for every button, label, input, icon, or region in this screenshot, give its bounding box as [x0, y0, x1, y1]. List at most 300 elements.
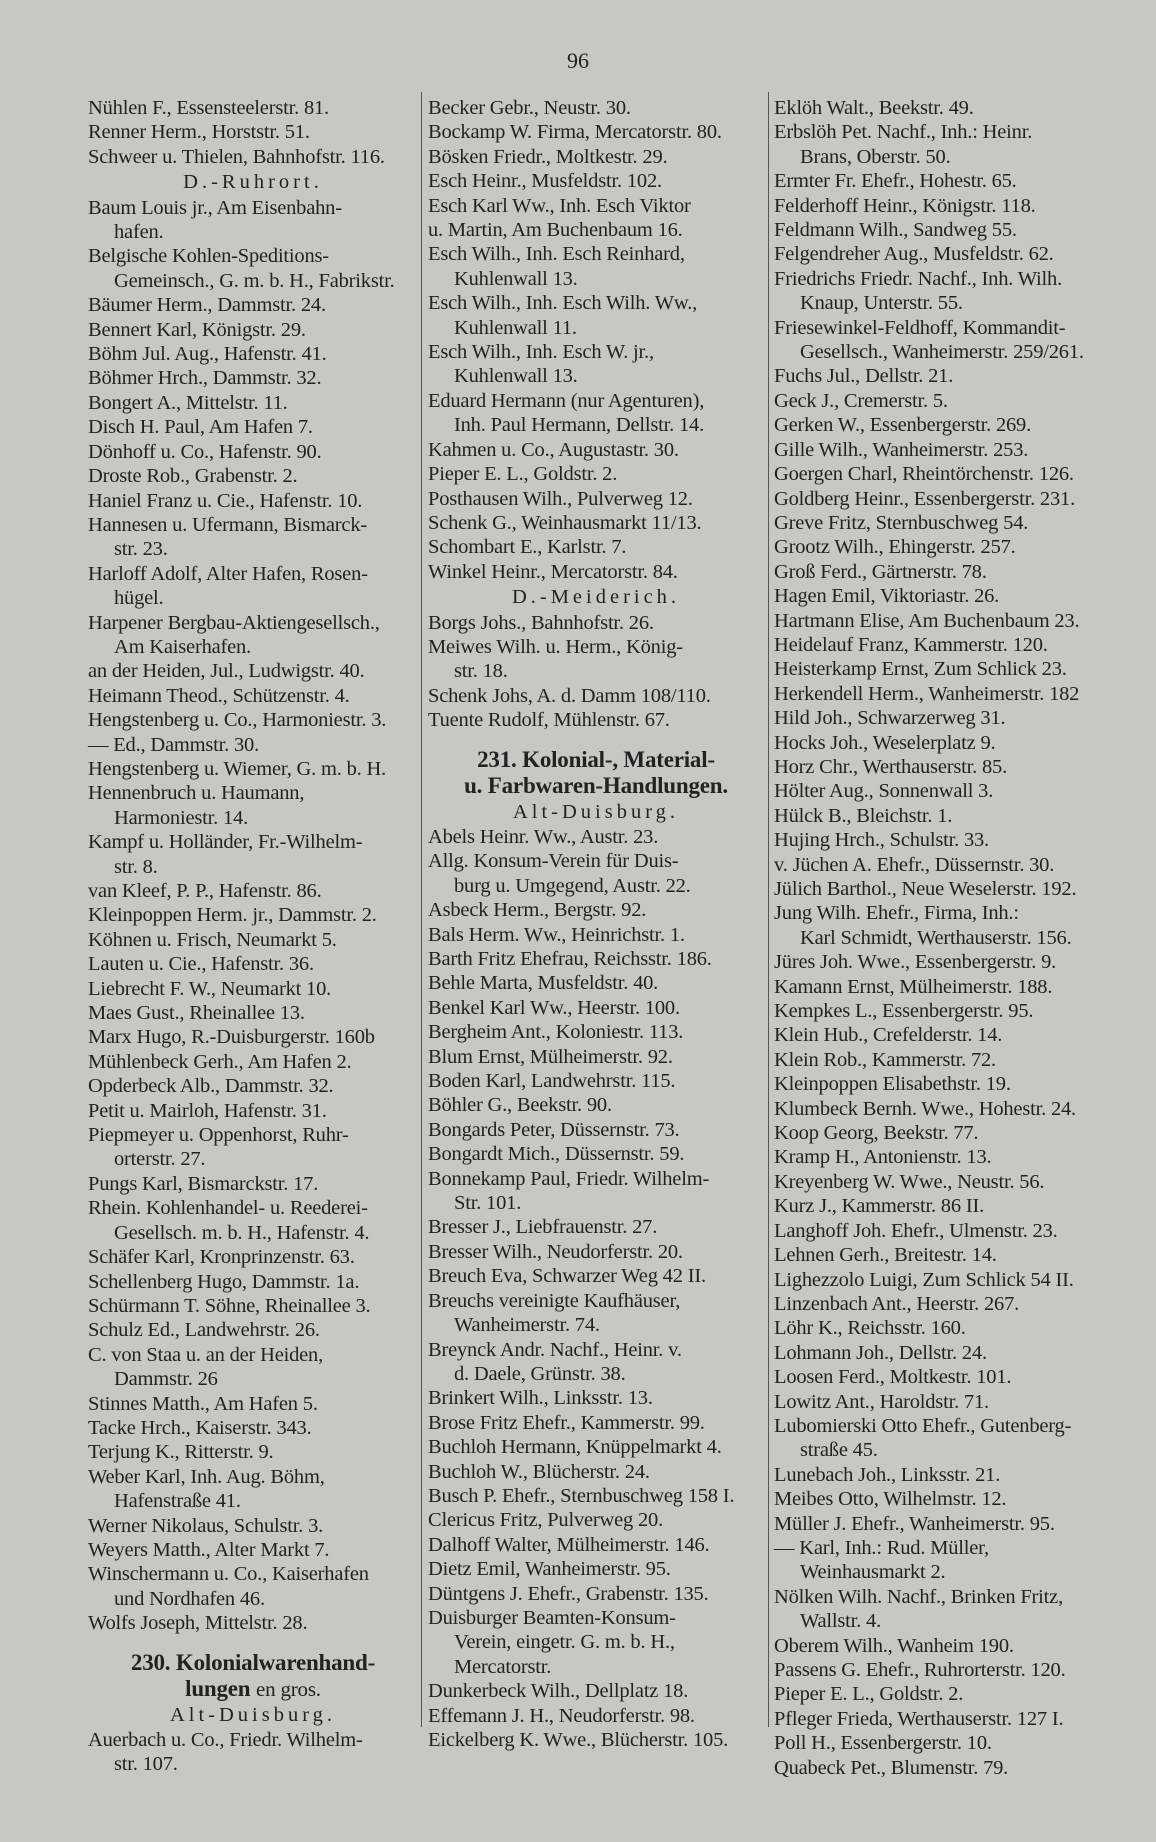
directory-entry	[774, 218, 1124, 242]
line-text: Posthausen Wilh., Pulverweg 12.	[428, 487, 693, 510]
directory-entry	[428, 1118, 764, 1142]
entry-continuation	[88, 1147, 418, 1171]
directory-entry	[428, 1069, 764, 1093]
line-text: Str. 101.	[454, 1192, 522, 1215]
line-text: Heisterkamp Ernst, Zum Schlick 23.	[774, 658, 1067, 681]
directory-entry	[774, 413, 1124, 437]
line-text: Linzenbach Ant., Heerstr. 267.	[774, 1292, 1020, 1315]
directory-entry	[774, 1097, 1124, 1121]
directory-entry	[88, 1196, 418, 1220]
line-text: Hannesen u. Ufermann, Bismarck-	[88, 513, 367, 536]
directory-entry	[774, 1243, 1124, 1267]
line-text: d. Daele, Grünstr. 38.	[454, 1362, 626, 1385]
entry-continuation	[88, 220, 418, 244]
section-heading	[88, 1676, 418, 1702]
directory-entry	[88, 464, 418, 488]
directory-entry	[88, 879, 418, 903]
directory-entry	[88, 145, 418, 169]
line-text: Nölken Wilh. Nachf., Brinken Fritz,	[774, 1585, 1063, 1608]
directory-entry	[88, 1416, 418, 1440]
line-text: Goergen Charl, Rheintörchenstr. 126.	[774, 463, 1074, 486]
line-text: Dönhoff u. Co., Hafenstr. 90.	[88, 440, 322, 463]
directory-entry	[88, 757, 418, 781]
line-text: Passens G. Ehefr., Ruhrorterstr. 120.	[774, 1659, 1066, 1681]
directory-entry	[774, 1463, 1124, 1487]
line-text: Buchloh W., Blücherstr. 24.	[428, 1460, 650, 1483]
directory-entry	[428, 923, 764, 947]
entry-continuation	[428, 874, 764, 898]
line-text: Felgendreher Aug., Musfeldstr. 62.	[774, 243, 1054, 266]
directory-entry	[428, 1435, 764, 1459]
line-text: Schürmann T. Söhne, Rheinallee 3.	[88, 1294, 371, 1317]
directory-entry	[774, 1341, 1124, 1365]
line-text: Eickelberg K. Wwe., Blücherstr. 105.	[428, 1729, 729, 1751]
line-text: Klumbeck Bernh. Wwe., Hohestr. 24.	[774, 1097, 1076, 1120]
line-text: Dietz Emil, Wanheimerstr. 95.	[428, 1558, 671, 1581]
directory-entry	[88, 1611, 418, 1635]
directory-entry	[88, 1001, 418, 1025]
directory-entry	[428, 120, 764, 144]
line-text: Disch H. Paul, Am Hafen 7.	[88, 416, 313, 439]
entry-continuation	[428, 267, 764, 291]
entry-continuation	[774, 291, 1124, 315]
line-text: Pieper E. L., Goldstr. 2.	[774, 1683, 964, 1706]
directory-entry	[774, 194, 1124, 218]
line-text: Lubomierski Otto Ehefr., Gutenberg-	[774, 1414, 1072, 1437]
line-text: Kampf u. Holländer, Fr.-Wilhelm-	[88, 831, 363, 854]
directory-entry	[774, 1194, 1124, 1218]
line-text: Böhmer Hrch., Dammstr. 32.	[88, 367, 322, 390]
line-text: Winkel Heinr., Mercatorstr. 84.	[428, 560, 678, 583]
directory-entry	[88, 1318, 418, 1342]
directory-entry	[428, 291, 764, 315]
line-text: Winschermann u. Co., Kaiserhafen	[88, 1563, 369, 1586]
line-text: Loosen Ferd., Moltkestr. 101.	[774, 1366, 1012, 1389]
line-text: Esch Wilh., Inh. Esch Reinhard,	[428, 243, 685, 266]
directory-entry	[774, 96, 1124, 120]
directory-entry	[774, 828, 1124, 852]
line-text: Dammstr. 26	[114, 1368, 218, 1391]
directory-entry	[774, 633, 1124, 657]
directory-entry	[428, 1020, 764, 1044]
directory-entry	[88, 1343, 418, 1367]
line-text: Kurz J., Kammerstr. 86 II.	[774, 1195, 985, 1218]
line-text: Hild Joh., Schwarzerweg 31.	[774, 707, 1006, 730]
directory-entry	[428, 511, 764, 535]
directory-entry	[88, 562, 418, 586]
directory-entry	[428, 1338, 764, 1362]
line-text: Gerken W., Essenbergerstr. 269.	[774, 414, 1032, 437]
directory-entry	[428, 708, 764, 732]
section-heading	[428, 747, 764, 773]
directory-entry	[88, 196, 418, 220]
line-text: Esch Heinr., Musfeldstr. 102.	[428, 170, 662, 193]
line-text: burg u. Umgegend, Austr. 22.	[454, 874, 691, 897]
directory-entry	[428, 487, 764, 511]
line-text: Barth Fritz Ehefrau, Reichsstr. 186.	[428, 948, 712, 970]
line-text: Inh. Paul Hermann, Dellstr. 14.	[454, 414, 705, 437]
line-text: Stinnes Matth., Am Hafen 5.	[88, 1392, 318, 1415]
line-text: Esch Wilh., Inh. Esch W. jr.,	[428, 341, 654, 364]
line-text: an der Heiden, Jul., Ludwigstr. 40.	[88, 660, 365, 683]
entry-continuation	[774, 1560, 1124, 1584]
directory-entry	[774, 1658, 1124, 1682]
line-text: Gille Wilh., Wanheimerstr. 253.	[774, 438, 1029, 461]
line-text: Boden Karl, Landwehrstr. 115.	[428, 1070, 676, 1093]
directory-entry	[428, 635, 764, 659]
line-text: Esch Karl Ww., Inh. Esch Viktor	[428, 194, 691, 217]
directory-entry	[88, 611, 418, 635]
directory-entry	[88, 1099, 418, 1123]
directory-entry	[428, 1460, 764, 1484]
line-text: Karl Schmidt, Werthauserstr. 156.	[800, 926, 1072, 949]
line-text: str. 8.	[114, 855, 158, 878]
directory-entry	[428, 96, 764, 120]
line-text: Asbeck Herm., Bergstr. 92.	[428, 899, 647, 922]
directory-entry	[428, 462, 764, 486]
directory-entry	[428, 1289, 764, 1313]
directory-entry	[428, 611, 764, 635]
entry-continuation	[88, 806, 418, 830]
line-text: Lohmann Joh., Dellstr. 24.	[774, 1341, 987, 1364]
line-text: Werner Nikolaus, Schulstr. 3.	[88, 1514, 324, 1537]
line-text: Heimann Theod., Schützenstr. 4.	[88, 684, 350, 707]
line-text: Busch P. Ehefr., Sternbuschweg 158 I.	[428, 1484, 735, 1507]
directory-entry	[88, 1074, 418, 1098]
directory-entry	[774, 1414, 1124, 1438]
line-text: Bresser Wilh., Neudorferstr. 20.	[428, 1240, 683, 1263]
directory-entry	[428, 1264, 764, 1288]
line-text: Weber Karl, Inh. Aug. Böhm,	[88, 1465, 325, 1488]
line-text: Benkel Karl Ww., Heerstr. 100.	[428, 996, 680, 1019]
line-text: Hülck B., Bleichstr. 1.	[774, 804, 953, 827]
line-text: Lowitz Ant., Haroldstr. 71.	[774, 1390, 989, 1413]
line-text: Schenk G., Weinhausmarkt 11/13.	[428, 511, 702, 534]
line-text: Schellenberg Hugo, Dammstr. 1a.	[88, 1270, 360, 1293]
line-text: Eklöh Walt., Beekstr. 49.	[774, 97, 974, 119]
directory-entry	[88, 318, 418, 342]
entry-continuation	[774, 1609, 1124, 1633]
directory-entry	[774, 487, 1124, 511]
directory-entry	[428, 218, 764, 242]
line-text: Wolfs Joseph, Mittelstr. 28.	[88, 1612, 308, 1635]
line-text: Kamann Ernst, Mülheimerstr. 188.	[774, 975, 1053, 998]
line-text: Belgische Kohlen-Speditions-	[88, 245, 329, 268]
line-text: Goldberg Heinr., Essenbergerstr. 231.	[774, 487, 1076, 510]
line-text: str. 23.	[114, 538, 168, 561]
entry-continuation	[428, 1313, 764, 1337]
line-text: Tacke Hrch., Kaiserstr. 343.	[88, 1416, 312, 1439]
line-text: Köhnen u. Frisch, Neumarkt 5.	[88, 928, 337, 951]
directory-entry	[428, 1728, 764, 1752]
line-text: Poll H., Essenbergerstr. 10.	[774, 1732, 992, 1755]
line-text: Bösken Friedr., Moltkestr. 29.	[428, 145, 668, 168]
line-text: Pungs Karl, Bismarckstr. 17.	[88, 1172, 319, 1195]
directory-entry	[88, 1294, 418, 1318]
directory-entry	[428, 898, 764, 922]
line-text: Weyers Matth., Alter Markt 7.	[88, 1538, 330, 1561]
directory-entry	[774, 1634, 1124, 1658]
directory-entry	[774, 1048, 1124, 1072]
line-text: Klein Rob., Kammerstr. 72.	[774, 1048, 996, 1071]
directory-entry	[88, 1245, 418, 1269]
line-text: Breuch Eva, Schwarzer Weg 42 II.	[428, 1265, 706, 1288]
directory-entry	[88, 952, 418, 976]
line-text: Oberem Wilh., Wanheim 190.	[774, 1634, 1014, 1657]
page-number: 96	[567, 48, 589, 73]
line-text: Mühlenbeck Gerh., Am Hafen 2.	[88, 1050, 352, 1073]
entry-continuation	[428, 1191, 764, 1215]
line-text: Bäumer Herm., Dammstr. 24.	[88, 294, 326, 317]
directory-entry	[774, 1756, 1124, 1780]
directory-entry	[88, 391, 418, 415]
line-text: Blum Ernst, Mülheimerstr. 92.	[428, 1045, 673, 1068]
line-text: Breuchs vereinigte Kaufhäuser,	[428, 1289, 681, 1312]
line-text: Gesellsch. m. b. H., Hafenstr. 4.	[114, 1221, 370, 1244]
column-divider	[421, 92, 422, 1727]
line-text: str. 107.	[114, 1753, 178, 1776]
line-text: Baum Louis jr., Am Eisenbahn-	[88, 196, 342, 219]
directory-entry	[88, 440, 418, 464]
line-text: Pieper E. L., Goldstr. 2.	[428, 463, 618, 486]
directory-entry	[88, 1025, 418, 1049]
directory-entry	[428, 971, 764, 995]
line-text: Fuchs Jul., Dellstr. 21.	[774, 365, 954, 388]
line-text: Bergheim Ant., Koloniestr. 113.	[428, 1021, 684, 1044]
entry-continuation	[88, 1367, 418, 1391]
line-text: Alt-Duisburg.	[512, 800, 680, 823]
entry-continuation	[88, 635, 418, 659]
line-text: Kahmen u. Co., Augustastr. 30.	[428, 438, 679, 461]
directory-entry	[428, 849, 764, 873]
district-heading	[88, 170, 418, 194]
directory-entry	[88, 1270, 418, 1294]
directory-entry	[774, 1365, 1124, 1389]
line-text: Hennenbruch u. Haumann,	[88, 782, 305, 805]
line-text: Kempkes L., Essenbergerstr. 95.	[774, 1000, 1034, 1023]
directory-entry	[774, 1512, 1124, 1536]
directory-entry	[88, 489, 418, 513]
directory-entry	[428, 340, 764, 364]
line-text: Jung Wilh. Ehefr., Firma, Inh.:	[774, 902, 1019, 925]
line-text: Löhr K., Reichsstr. 160.	[774, 1317, 966, 1340]
line-text: Esch Wilh., Inh. Esch Wilh. Ww.,	[428, 292, 698, 315]
line-text: 230. Kolonialwarenhand-	[130, 1649, 376, 1675]
line-text: lungen	[185, 1675, 251, 1701]
directory-entry	[88, 659, 418, 683]
line-text: Koop Georg, Beekstr. 77.	[774, 1122, 979, 1145]
entry-continuation	[88, 1752, 418, 1776]
directory-entry	[774, 975, 1124, 999]
line-text: v. Jüchen A. Ehefr., Düssernstr. 30.	[774, 853, 1055, 876]
directory-entry	[88, 781, 418, 805]
directory-entry	[774, 1072, 1124, 1096]
line-text: Grootz Wilh., Ehingerstr. 257.	[774, 536, 1016, 559]
line-text: Horz Chr., Werthauserstr. 85.	[774, 755, 1008, 778]
directory-entry	[774, 389, 1124, 413]
line-text: Maes Gust., Rheinallee 13.	[88, 1002, 305, 1025]
line-text: Kreyenberg W. Wwe., Neustr. 56.	[774, 1170, 1045, 1193]
directory-entry	[774, 779, 1124, 803]
line-text: D.-Meiderich.	[511, 586, 681, 609]
line-text: u. Martin, Am Buchenbaum 16.	[428, 219, 683, 242]
line-text: Geck J., Cremerstr. 5.	[774, 389, 948, 412]
directory-entry	[774, 120, 1124, 144]
line-text: Wallstr. 4.	[800, 1610, 881, 1633]
line-text: Kleinpoppen Herm. jr., Dammstr. 2.	[88, 904, 377, 927]
directory-entry	[774, 1023, 1124, 1047]
directory-entry	[774, 364, 1124, 388]
directory-entry	[774, 853, 1124, 877]
line-text: Breynck Andr. Nachf., Heinr. v.	[428, 1338, 682, 1361]
directory-entry	[774, 242, 1124, 266]
directory-entry	[774, 682, 1124, 706]
directory-entry	[428, 1704, 764, 1728]
directory-entry	[774, 999, 1124, 1023]
line-text: — Karl, Inh.: Rud. Müller,	[774, 1536, 989, 1559]
line-text: Schäfer Karl, Kronprinzenstr. 63.	[88, 1246, 355, 1269]
line-text: Hocks Joh., Weselerplatz 9.	[774, 731, 996, 754]
line-text: Effemann J. H., Neudorferstr. 98.	[428, 1704, 695, 1727]
directory-entry	[428, 1411, 764, 1435]
entry-continuation	[774, 926, 1124, 950]
line-text: Brans, Oberstr. 50.	[800, 145, 951, 168]
directory-entry	[428, 996, 764, 1020]
line-text: Schombart E., Karlstr. 7.	[428, 536, 627, 559]
directory-entry	[428, 825, 764, 849]
line-text: Böhm Jul. Aug., Hafenstr. 41.	[88, 343, 327, 366]
line-text: Harmoniestr. 14.	[114, 806, 249, 829]
directory-entry	[774, 438, 1124, 462]
line-text: Allg. Konsum-Verein für Duis-	[428, 850, 679, 873]
entry-continuation	[428, 316, 764, 340]
directory-entry	[774, 950, 1124, 974]
line-text: Langhoff Joh. Ehefr., Ulmenstr. 23.	[774, 1219, 1058, 1242]
line-text: Groß Ferd., Gärtnerstr. 78.	[774, 560, 987, 583]
entry-continuation	[428, 364, 764, 388]
line-text: Verein, eingetr. G. m. b. H.,	[454, 1631, 675, 1654]
line-text: Terjung K., Ritterstr. 9.	[88, 1441, 274, 1464]
line-text: Hujing Hrch., Schulstr. 33.	[774, 829, 989, 852]
directory-entry	[774, 1219, 1124, 1243]
line-text: Brinkert Wilh., Linksstr. 13.	[428, 1387, 653, 1410]
directory-entry	[428, 1679, 764, 1703]
line-text: Renner Herm., Horststr. 51.	[88, 121, 310, 144]
line-text: Haniel Franz u. Cie., Hafenstr. 10.	[88, 489, 363, 512]
line-text: Meibes Otto, Wilhelmstr. 12.	[774, 1488, 1007, 1511]
line-text: hügel.	[114, 587, 164, 610]
line-text: Tuente Rudolf, Mühlenstr. 67.	[428, 709, 670, 732]
line-text: Böhler G., Beekstr. 90.	[428, 1094, 612, 1117]
line-text: Schenk Johs, A. d. Damm 108/110.	[428, 684, 711, 707]
line-text: Bockamp W. Firma, Mercatorstr. 80.	[428, 121, 722, 144]
directory-entry	[774, 1121, 1124, 1145]
directory-entry	[88, 684, 418, 708]
directory-entry	[774, 755, 1124, 779]
line-text: D.-Ruhrort.	[183, 171, 323, 194]
line-text: Schulz Ed., Landwehrstr. 26.	[88, 1319, 320, 1342]
line-text: Bongards Peter, Düssernstr. 73.	[428, 1118, 680, 1141]
directory-entry	[774, 1316, 1124, 1340]
directory-entry	[774, 169, 1124, 193]
directory-entry	[428, 1093, 764, 1117]
directory-entry	[774, 584, 1124, 608]
line-text: Ermter Fr. Ehefr., Hohestr. 65.	[774, 170, 1017, 193]
directory-entry	[428, 194, 764, 218]
directory-entry	[774, 804, 1124, 828]
entry-continuation	[88, 269, 418, 293]
line-text: Wanheimerstr. 74.	[454, 1314, 600, 1337]
line-text: Gesellsch., Wanheimerstr. 259/261.	[800, 341, 1084, 364]
directory-entry	[88, 244, 418, 268]
directory-entry	[88, 1514, 418, 1538]
line-text: Gemeinsch., G. m. b. H., Fabrikstr.	[114, 269, 395, 292]
directory-entry	[428, 1240, 764, 1264]
directory-entry	[88, 366, 418, 390]
directory-entry	[88, 977, 418, 1001]
line-text: Abels Heinr. Ww., Austr. 23.	[428, 825, 659, 848]
line-text: Bennert Karl, Königstr. 29.	[88, 318, 306, 341]
directory-entry	[428, 560, 764, 584]
district-heading	[88, 1703, 418, 1727]
directory-entry	[428, 145, 764, 169]
directory-entry	[774, 1585, 1124, 1609]
line-text: Quabeck Pet., Blumenstr. 79.	[774, 1756, 1009, 1779]
line-text: Harpener Bergbau-Aktiengesellsch.,	[88, 611, 380, 634]
line-text: Hagen Emil, Viktoriastr. 26.	[774, 585, 1000, 608]
entry-continuation	[428, 1655, 764, 1679]
line-text: Klein Hub., Crefelderstr. 14.	[774, 1024, 1003, 1047]
line-text: Becker Gebr., Neustr. 30.	[428, 97, 631, 119]
entry-continuation	[88, 1587, 418, 1611]
directory-entry	[774, 535, 1124, 559]
directory-entry	[88, 96, 418, 120]
line-text: Bongardt Mich., Düssernstr. 59.	[428, 1143, 685, 1166]
line-text: Marx Hugo, R.-Duisburgerstr. 160b	[88, 1026, 375, 1049]
entry-continuation	[774, 1438, 1124, 1462]
entry-continuation	[88, 586, 418, 610]
directory-entry	[88, 120, 418, 144]
line-text: Herkendell Herm., Wanheimerstr. 182	[774, 682, 1080, 705]
line-text: Schweer u. Thielen, Bahnhofstr. 116.	[88, 145, 385, 168]
section-heading	[88, 1650, 418, 1676]
line-text: Behle Marta, Musfeldstr. 40.	[428, 972, 659, 995]
directory-entry	[428, 1215, 764, 1239]
entry-continuation	[774, 340, 1124, 364]
line-text: Piepmeyer u. Oppenhorst, Ruhr-	[88, 1124, 349, 1147]
directory-entry	[428, 1582, 764, 1606]
directory-entry	[88, 415, 418, 439]
directory-entry	[88, 928, 418, 952]
entry-continuation	[774, 145, 1124, 169]
line-text: Eduard Hermann (nur Agenturen),	[428, 389, 705, 412]
line-text: Bals Herm. Ww., Heinrichstr. 1.	[428, 923, 685, 946]
directory-entry	[774, 657, 1124, 681]
line-text: Kuhlenwall 13.	[454, 365, 578, 388]
directory-entry	[428, 1386, 764, 1410]
directory-entry	[88, 342, 418, 366]
directory-entry	[88, 903, 418, 927]
line-text: Jülich Barthol., Neue Weselerstr. 192.	[774, 878, 1077, 900]
line-text: Nühlen F., Essensteelerstr. 81.	[88, 97, 329, 119]
line-text: orterstr. 27.	[114, 1148, 206, 1171]
directory-column-2	[428, 96, 764, 1752]
directory-entry	[774, 1487, 1124, 1511]
directory-entry	[88, 1392, 418, 1416]
directory-entry	[428, 535, 764, 559]
directory-entry	[774, 1145, 1124, 1169]
directory-entry	[774, 1390, 1124, 1414]
